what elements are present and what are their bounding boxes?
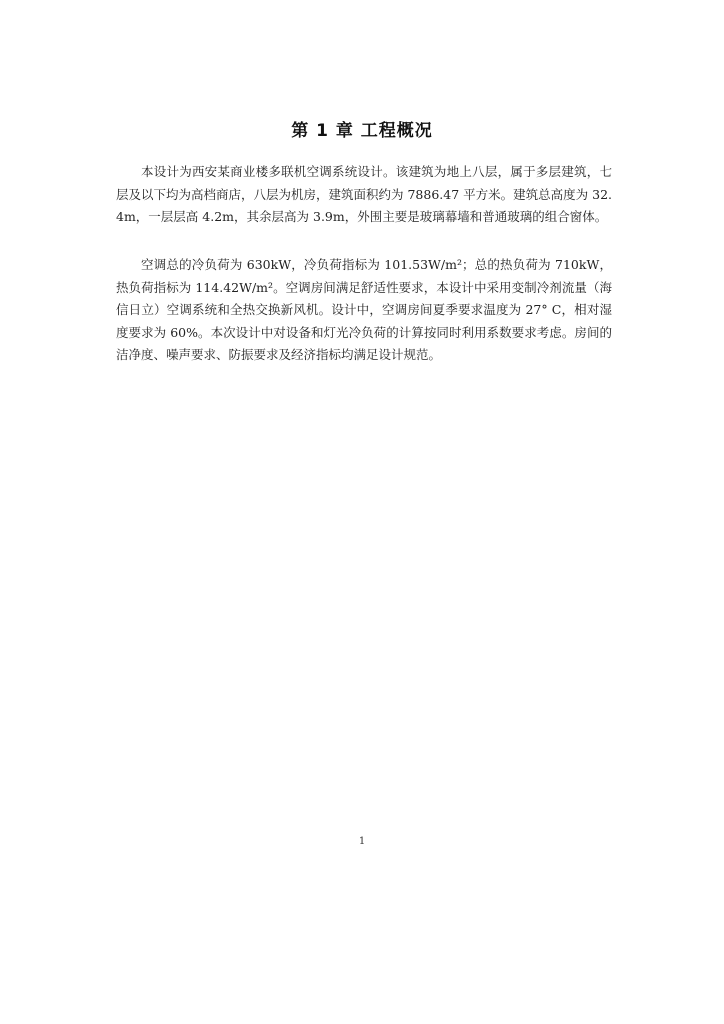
- body-paragraph-overview: 本设计为西安某商业楼多联机空调系统设计。该建筑为地上八层，属于多层建筑，七层及以下均为高档商店，八层为机房，建筑面积约为 7886.47 平方米。建筑总高度为 32.4m，一层层高 4.2m，其余层高为 3.9m，外围主要是玻璃幕墙和普通玻璃的组合窗体。: [116, 164, 612, 225]
- paragraph-block-1: [116, 161, 612, 229]
- paragraph-block-2: [116, 254, 612, 367]
- chapter-title: 第 1 章 工程概况: [291, 121, 433, 141]
- body-paragraph-loads: 空调总的冷负荷为 630kW，冷负荷指标为 101.53W/m²；总的热负荷为 710kW，热负荷指标为 114.42W/m²。空调房间满足舒适性要求，本设计中采用变制冷剂流量（海信日立）空调系统和全热交换新风机。设计中，空调房间夏季要求温度为 27° C，相对湿度要求为 60%。本次设计中对设备和灯光冷负荷的计算按同时利用系数要求考虑。房间的洁净度、噪声要求、防振要求及经济指标均满足设计规范。: [116, 257, 612, 363]
- page-number: 1: [358, 836, 366, 847]
